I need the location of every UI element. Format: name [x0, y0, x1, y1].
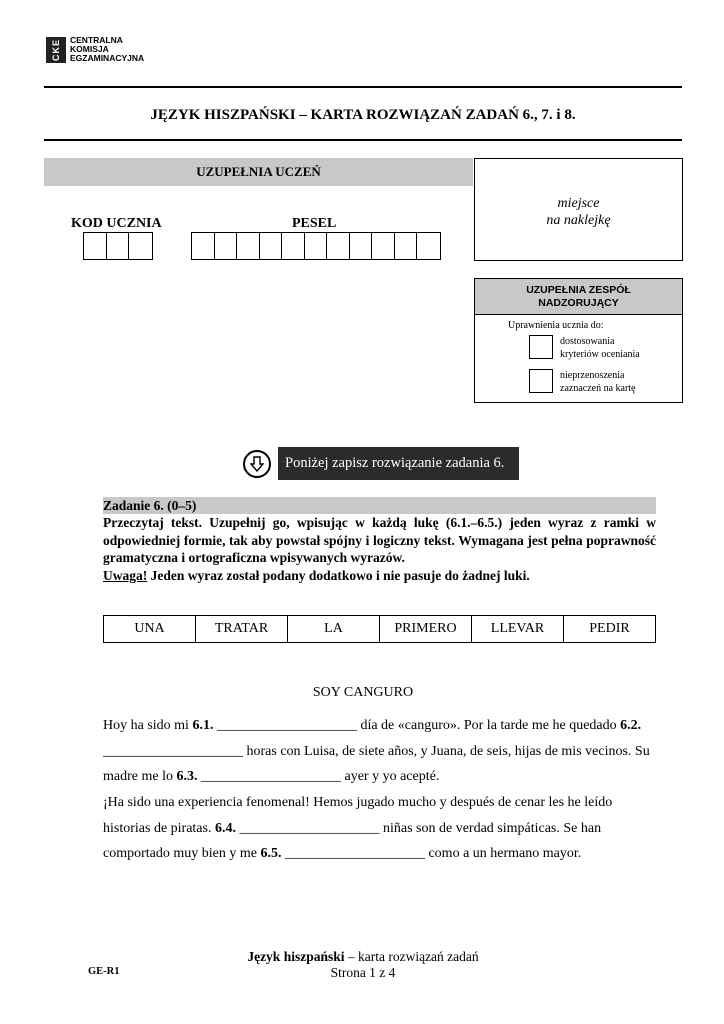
logo-line-3: EGZAMINACYJNA [70, 53, 145, 63]
supervisor-head-line-2: NADZORUJĄCY [538, 297, 619, 309]
sticker-line-1: miejsce [557, 196, 600, 211]
pesel-box[interactable] [260, 233, 283, 259]
pesel-boxes[interactable] [191, 232, 441, 260]
student-code-box[interactable] [129, 233, 152, 259]
word-bank [103, 615, 656, 643]
word-bank-item: PEDIR [589, 621, 630, 636]
student-code-label: KOD UCZNIA [71, 216, 162, 231]
title-rule [44, 139, 682, 141]
supervisor-head-line-1: UZUPEŁNIA ZESPÓŁ [526, 284, 631, 296]
gap-6-3-blank[interactable]: ____________________ ayer y yo acepté. [197, 769, 440, 784]
option1-line-1: dostosowania [560, 336, 615, 347]
footer-subject [44, 949, 682, 965]
cke-logo-mark: CKE [46, 37, 66, 63]
pesel-label: PESEL [292, 216, 337, 231]
pesel-box[interactable] [237, 233, 260, 259]
no-transfer-checkbox-label [560, 369, 636, 395]
word-bank-item: PRIMERO [380, 616, 472, 642]
gap-6-3-label: 6.3. [176, 769, 198, 784]
task-header: Zadanie 6. (0–5) [103, 497, 656, 514]
footer-subject-rest: – karta rozwiązań zadań [344, 949, 479, 964]
sticker-line-2: na naklejkę [546, 213, 611, 228]
no-transfer-checkbox[interactable] [529, 369, 553, 393]
pesel-box[interactable] [282, 233, 305, 259]
pesel-box[interactable] [417, 233, 440, 259]
student-code-box[interactable] [107, 233, 130, 259]
option2-line-2: zaznaczeń na kartę [560, 383, 636, 394]
task-instruction [103, 514, 656, 584]
adaptation-checkbox-label [560, 335, 640, 361]
word-bank-item: UNA [104, 616, 196, 642]
supervisor-panel [474, 278, 683, 403]
supervisor-caption: Uprawnienia ucznia do: [508, 320, 604, 331]
word-bank-item: LLEVAR [472, 616, 564, 642]
footer-subject-bold: Język hiszpański [247, 949, 345, 964]
gap-6-5-label: 6.5. [260, 846, 282, 861]
pesel-box[interactable] [327, 233, 350, 259]
adaptation-checkbox[interactable] [529, 335, 553, 359]
gap-6-2-label: 6.2. [620, 718, 642, 733]
story-title: SOY CANGURO [312, 685, 414, 700]
gap-6-4-blank[interactable]: ____________________ niñas son de verdad simpáticas. Se han comportado muy bien y me [103, 820, 602, 861]
option2-line-1: nieprzenoszenia [560, 370, 625, 381]
story-text: ¡Ha sido una experiencia fenomenal! Hemos jugado mucho y después de cenar les he leído historias de piratas. [103, 795, 613, 836]
arrow-down-icon-svg [250, 456, 264, 472]
task-instruction-text: Przeczytaj tekst. Uzupełnij go, wpisując w każdą lukę (6.1.–6.5.) jeden wyraz z ramki w odpowiedniej formie, tak aby powstał spójny i logiczny tekst. Wymagana jest pełna poprawność gramatyczna i ortograficzna wpisywanych wyrazów. [103, 515, 656, 565]
note-label: Uwaga! [103, 567, 148, 583]
student-code-box[interactable] [84, 233, 107, 259]
cke-logo-text [70, 36, 144, 63]
instruction-banner: Poniżej zapisz rozwiązanie zadania 6. [278, 447, 519, 480]
student-section-header: UZUPEŁNIA UCZEŃ [44, 158, 473, 186]
arrow-down-icon [243, 450, 271, 478]
exam-code: GE-R1 [88, 966, 120, 977]
pesel-box[interactable] [395, 233, 418, 259]
page-footer [44, 949, 682, 981]
logo-line-1: CENTRALNA [70, 35, 123, 45]
gap-6-4-label: 6.4. [214, 820, 236, 836]
gap-6-5-blank[interactable]: ____________________ como a un hermano mayor. [281, 846, 582, 861]
pesel-box[interactable] [372, 233, 395, 259]
top-rule [44, 86, 682, 88]
page-title: JĘZYK HISZPAŃSKI – KARTA ROZWIĄZAŃ ZADAŃ 6., 7. i 8. [150, 107, 576, 123]
student-code-boxes[interactable] [83, 232, 153, 260]
gap-6-2-blank[interactable]: ____________________ horas con Luisa, de siete años, y Juana, de seis, hijas de mis vecinos. Su madre me lo [103, 743, 650, 784]
story-paragraph-2 [103, 790, 656, 867]
page-number: Strona 1 z 4 [330, 965, 396, 980]
pesel-box[interactable] [215, 233, 238, 259]
story-paragraph-1 [103, 713, 656, 790]
supervisor-panel-header [475, 279, 682, 315]
word-bank-item: LA [288, 616, 380, 642]
gap-6-1-blank[interactable]: ____________________ día de «canguro». Por la tarde me he quedado [213, 718, 621, 733]
cke-logo [46, 36, 144, 63]
word-bank-item: TRATAR [196, 616, 288, 642]
note-text: Jeden wyraz został podany dodatkowo i nie pasuje do żadnej luki. [147, 567, 530, 583]
option1-line-2: kryteriów oceniania [560, 349, 640, 360]
logo-line-2: KOMISJA [70, 44, 109, 54]
pesel-box[interactable] [305, 233, 328, 259]
pesel-box[interactable] [192, 233, 215, 259]
story-text: Hoy ha sido mi [103, 718, 193, 733]
pesel-box[interactable] [350, 233, 373, 259]
gap-6-1-label: 6.1. [192, 718, 214, 733]
sticker-placeholder [474, 158, 683, 261]
